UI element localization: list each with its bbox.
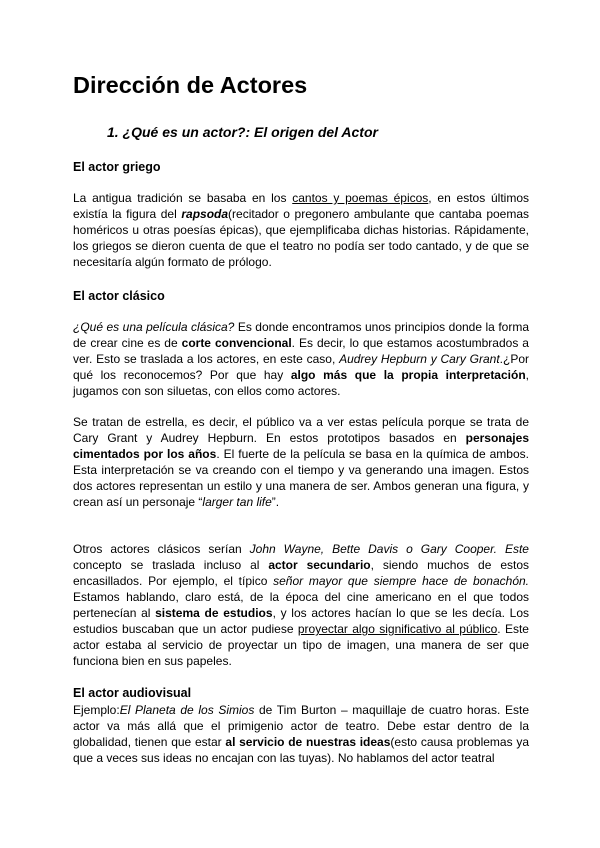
audiovisual-actor-paragraph	[73, 702, 529, 766]
text-run: concepto se traslada incluso al	[73, 558, 269, 572]
text-run: Estamos hablando, claro está, de la época del cine americano en el que todos pertenecían al	[73, 590, 529, 620]
classic-actor-paragraph-1	[73, 319, 529, 399]
text-run: . Es decir, lo que estamos acostumbrados a ver. Esto se traslada a los actores, en este caso,	[73, 336, 529, 366]
greek-actor-paragraph	[73, 190, 529, 270]
greek-actor-heading: El actor griego	[73, 160, 161, 174]
text-run: .¿Por qué los reconocemos? Por que hay	[73, 352, 529, 382]
text-run: . Este actor estaba al servicio de proyectar un tipo de imagen, una manera de ser que funciona bien en sus papeles.	[73, 622, 529, 668]
bold-term: personajes cimentados por los años	[73, 431, 529, 461]
text-run: de Tim Burton – maquillaje de cuatro horas. Este actor va más allá que el primigenio actor de teatro. Debe estar dentro de la globalidad, tienen que estar	[73, 703, 529, 749]
text-run: (recitador o pregonero ambulante que cantaba poemas homéricos u otras poesías épicas), que ejemplificaba dichas historias. Rápidamente, los griegos se dieron cuenta de que el teatro no podía ser todo cantado, y de que se necesitaría algún formato de prólogo.	[73, 207, 530, 269]
classic-actor-heading: El actor clásico	[73, 289, 165, 303]
text-run: Otros actores clásicos serían	[73, 542, 250, 556]
text-run: ”.	[271, 495, 280, 509]
emphasis-term: rapsoda	[181, 207, 229, 221]
text-run: La antigua tradición se basaba en los	[73, 191, 293, 205]
bold-term: algo más que la propia interpretación	[290, 368, 526, 382]
italic-names: Audrey Hepburn y Cary Grant	[339, 352, 500, 366]
text-run: , y los actores hacían lo que se les decía. Los estudios buscaban que un actor pudiese	[73, 606, 529, 636]
italic-names: John Wayne, Bette Davis o Gary Cooper. Este	[249, 542, 529, 556]
italic-phrase: señor mayor que siempre hace de bonachón.	[273, 574, 529, 588]
text-run: Es donde encontramos unos principios donde la forma de crear cine es de	[73, 320, 529, 350]
italic-film-title: El Planeta de los Simios	[119, 703, 255, 717]
bold-term: al servicio de nuestras ideas	[225, 735, 391, 749]
underlined-term: proyectar algo significativo al público	[297, 622, 498, 636]
text-run: Se tratan de estrella, es decir, el público va a ver estas película porque se trata de Cary Grant y Audrey Hepburn. En estos prototipos basados en	[73, 415, 529, 445]
bold-term: corte convencional	[181, 336, 292, 350]
text-run: Ejemplo:	[73, 703, 120, 717]
text-run: , en estos últimos existía la figura del	[73, 191, 529, 221]
italic-question: ¿Qué es una película clásica?	[73, 320, 235, 334]
section-heading: 1. ¿Qué es un actor?: El origen del Actor	[107, 124, 378, 140]
classic-actor-paragraph-3	[73, 541, 529, 669]
underlined-term: cantos y poemas épicos	[292, 191, 429, 205]
bold-term: actor secundario	[268, 558, 371, 572]
text-run: , jugamos con son siluetas, con ellos como actores.	[73, 368, 529, 398]
audiovisual-actor-heading: El actor audiovisual	[73, 686, 192, 700]
text-run: (esto causa problemas ya que a veces sus ideas no encajan con las tuyas). No hablamos del actor teatral	[73, 735, 530, 765]
bold-term: sistema de estudios	[155, 606, 273, 620]
text-run: , siendo muchos de estos encasillados. Por ejemplo, el típico	[73, 558, 529, 588]
classic-actor-paragraph-2	[73, 414, 529, 510]
italic-phrase: larger tan life	[202, 495, 272, 509]
document-title: Dirección de Actores	[73, 72, 308, 98]
text-run: . El fuerte de la película se basa en la química de ambos. Esta interpretación se va creando con el tiempo y va generando una imagen. Estos dos actores representan un estilo y una manera de ser. Ambos generan una figura, y crean así un personaje “	[73, 447, 529, 509]
